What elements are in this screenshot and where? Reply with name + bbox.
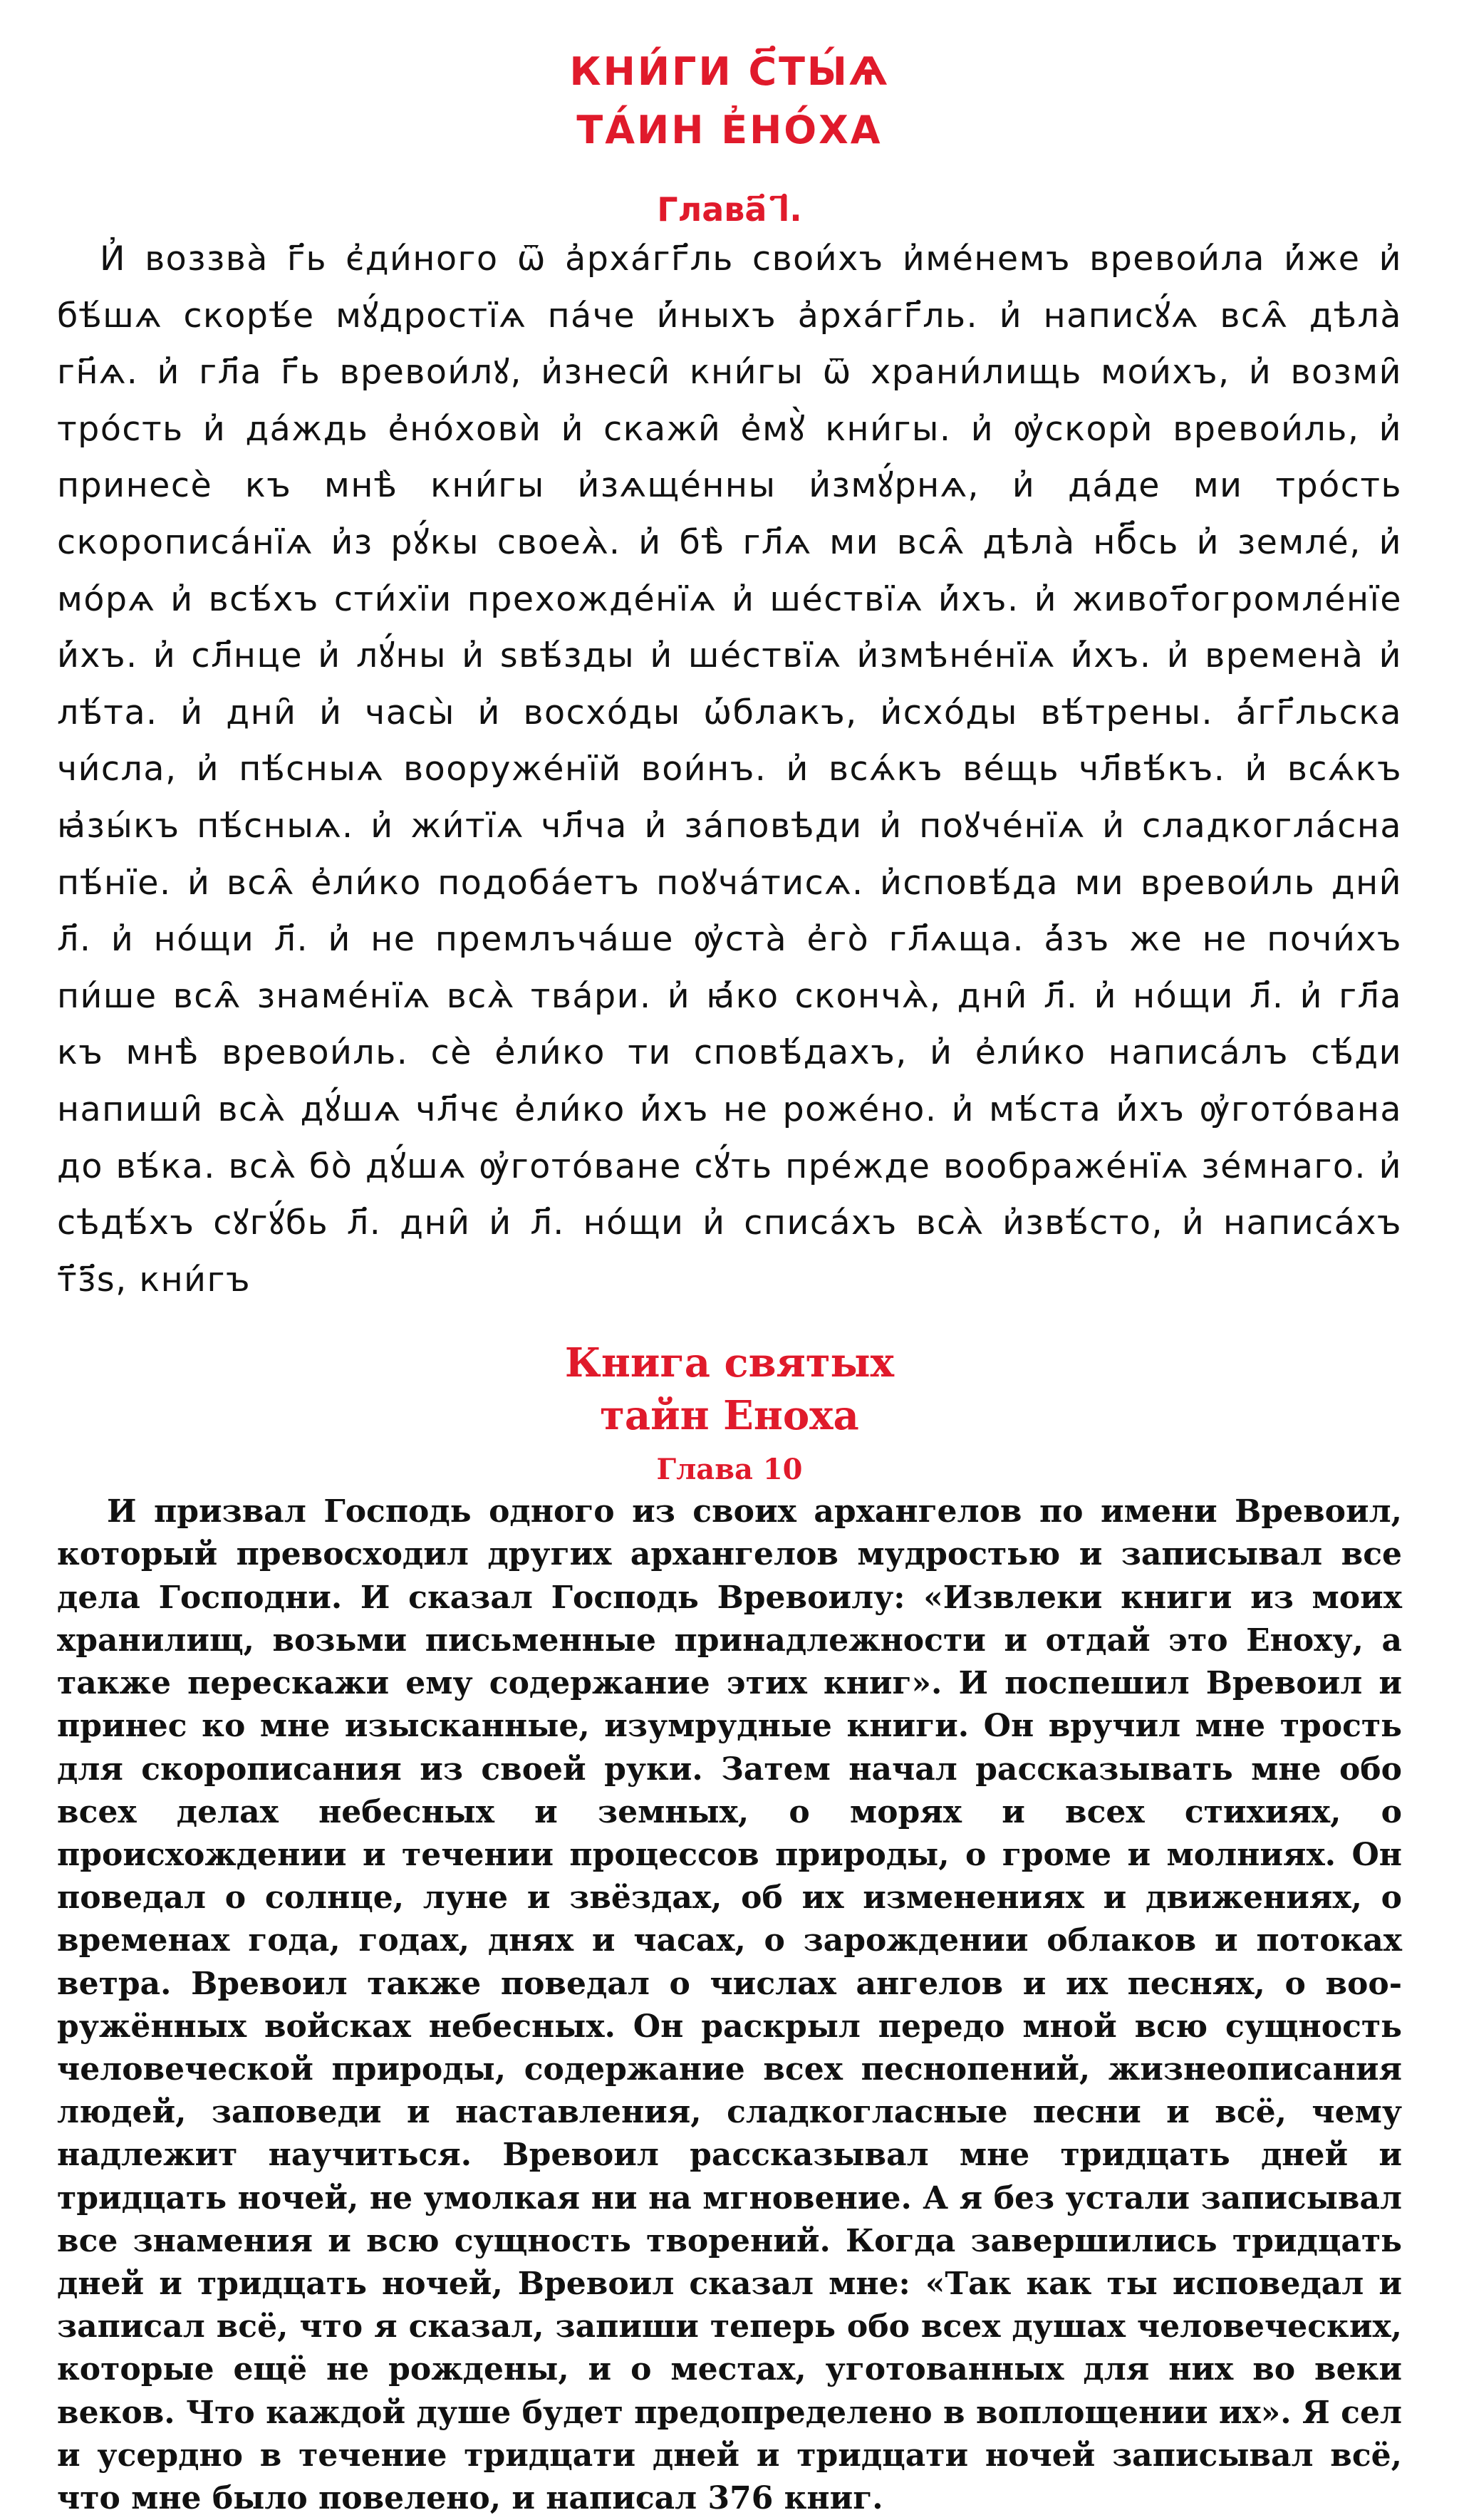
russian-title-line-2: тайн Еноха [600,1392,859,1440]
slavonic-title-line-1: КНИ́ГИ С҃ТЫ́Ѧ [569,49,890,94]
church-slavonic-section [57,43,1402,1308]
russian-title-line-1: Книга святых [564,1339,895,1387]
page [57,43,1402,2520]
russian-section [57,1337,1402,2520]
russian-body-text: И призвал Господь одного из своих архангелов по имени Вревоил, который превосходил других архангелов мудростью и записывал все дела Господни. И сказал Господь Вревоилу: «Извлеки книги из моих хранилищ, возьми письменные принадлежности и отдай это Еноху, а также перескажи ему содержание этих книг». И поспешил Вревоил и принес ко мне изысканные, изумрудные книги. Он вручил мне трость для скорописания из своей руки. Затем начал рассказывать мне обо всех делах небесных и земных, о морях и всех стихиях, о происхождении и течении процессов природы, о громе и молниях. Он поведал о солнце, луне и звёздах, об их изменениях и движениях, о временах года, годах, днях и часах, о зарождении облаков и потоках ветра. Вревоил также поведал о числах ангелов и их песнях, о вооружённых войсках небесных. Он раскрыл передо мной всю сущность человеческой природы, содержание всех песнопений, жизнеописания людей, заповеди и наставления, сладкогласные песни и всё, чему надлежит научиться. Вревоил рассказывал мне тридцать дней и тридцать ночей, не умолкая ни на мгновение. А я без устали записывал все знамения и всю сущность творений. Когда завершились тридцать дней и тридцать ночей, Вревоил сказал мне: «Так как ты исповедал и записал всё, что я сказал, запиши теперь обо всех душах человеческих, которые ещё не рождены, и о местах, уготованных для них во веки веков. Что каждой душе будет предопределено в воплощении их». Я сел и усердно в течение тридцати дней и тридцати ночей записывал всё, что мне было повелено, и написал 376 книг. [57,1493,1402,2516]
slavonic-chapter-heading: Глава҃ ӏ҃. [657,190,802,229]
russian-chapter-heading: Глава 10 [656,1453,803,1487]
slavonic-body-text: И҆ воззва̀ г҃ь є҆ди́ного ѿ а҆рха́гг҃ль свои́хъ и҆ме́немъ вревои́ла и҆́же и҆ бѣ́шѧ скорѣ́е мꙋ́дростїѧ па́че и҆́ныхъ а҆рха́гг҃ль. и҆ написꙋ́ѧ всѧ̑ дѣла̀ гн҃ѧ. и҆ гл҃а г҃ь вревои́лꙋ, и҆знеси̑ кни́гы ѿ храни́лищь мои́хъ, и҆ возми̑ тро́сть и҆ да́ждь е҆но́ховѝ и҆ скажи̑ е҆мꙋ̀ кни́гы. и҆ ѹ҆скорѝ вревои́ль, и҆ принесѐ къ мнѣ̀ кни́гы и҆зѧще́нны и҆змꙋ́рнѧ, и҆ да́де ми тро́сть скорописа́нїѧ и҆з рꙋ́кы своеѧ̀. и҆ бѣ̀ гл҃ѧ ми всѧ̑ дѣла̀ нб҃сь и҆ земле́, и҆ мо́рѧ и҆ всѣ́хъ сти́хїи прехожде́нїѧ и҆ ше́ствїѧ и҆́хъ. и҆ живот҃огромле́нїе и҆́хъ. и҆ сл҃нце и҆ лꙋ́ны и҆ ѕвѣ́зды и҆ ше́ствїѧ и҆змѣне́нїѧ и҆́хъ. и҆ времена̀ и҆ лѣ́та. и҆ дни̑ и҆ часы̀ и҆ восхо́ды ѡ҆́блакъ, и҆схо́ды вѣ́трены. а҆́гг҃льска чи́сла, и҆ пѣ́сныѧ вооруже́нїй вои́нъ. и҆ всѧ́къ ве́щь чл҃вѣ́къ. и҆ всѧ́къ ꙗ҆зы́къ пѣ́сныѧ. и҆ жи́тїѧ чл҃ча и҆ за́повѣди и҆ поꙋче́нїѧ и҆ сладкогла́сна пѣ́нїе. и҆ всѧ̑ е҆ли́ко подоба́етъ поꙋча́тисѧ. и҆сповѣ́да ми вревои́ль дни̑ л҃. и҆ но́щи л҃. и҆ не премлъча́ше ѹ҆ста̀ е҆го̀ гл҃ѧща. а҆́зъ же не почи́хъ пи́ше всѧ̑ знаме́нїѧ всѧ̀ тва́ри. и҆ ꙗ҆́ко скончѧ̀, дни̑ л҃. и҆ но́щи л҃. и҆ гл҃а къ мнѣ̀ вревои́ль. сѐ е҆ли́ко ти сповѣ́дахъ, и҆ е҆ли́ко написа́лъ сѣ́ди напиши̑ всѧ̀ дꙋ́шѧ чл҃чє е҆ли́ко и҆́хъ не роже́но. и҆ мѣ́ста и҆́хъ ѹ҆гото́вана до вѣ́ка. всѧ̀ бо̀ дꙋ́шѧ ѹ҆гото́ване сꙋ́ть пре́жде воображе́нїѧ зе́мнаго. и҆ сѣдѣ́хъ сꙋгꙋ́бь л҃. дни̑ и҆ л҃. но́щи и҆ списа́хъ всѧ̀ и҆звѣ́сто, и҆ написа́хъ т҃з҃ѕ, кни́гъ [57,239,1402,1300]
slavonic-title-line-2: ТА́ИН Е҆НО́ХА [576,108,883,152]
